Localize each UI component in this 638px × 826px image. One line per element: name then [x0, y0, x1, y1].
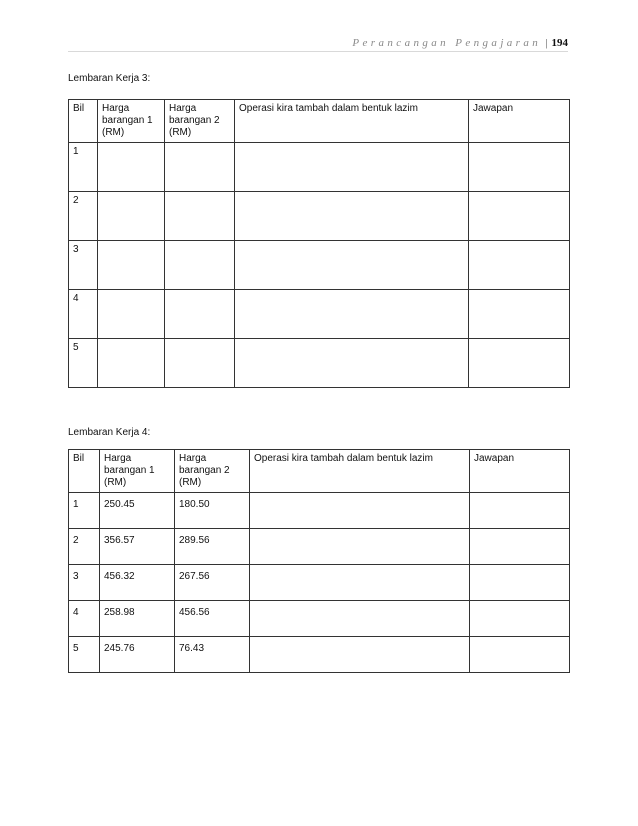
- cell-price1: 456.32: [100, 565, 175, 601]
- table-row: [69, 339, 570, 388]
- cell-answer[interactable]: [469, 339, 570, 388]
- cell-price2[interactable]: [165, 143, 235, 192]
- cell-answer[interactable]: [469, 143, 570, 192]
- cell-price1: 356.57: [100, 529, 175, 565]
- cell-answer[interactable]: [470, 637, 570, 673]
- cell-answer[interactable]: [469, 290, 570, 339]
- cell-bil: 5: [69, 339, 98, 388]
- table-row: [69, 143, 570, 192]
- cell-operation[interactable]: [235, 241, 469, 290]
- document-title: Perancangan Pengajaran: [352, 37, 542, 49]
- cell-price2[interactable]: [165, 192, 235, 241]
- cell-answer[interactable]: [470, 601, 570, 637]
- cell-bil: 2: [69, 529, 100, 565]
- cell-operation[interactable]: [250, 493, 470, 529]
- page-header: [68, 36, 568, 50]
- cell-bil: 3: [69, 565, 100, 601]
- cell-price2: 180.50: [175, 493, 250, 529]
- cell-price1: 250.45: [100, 493, 175, 529]
- table-row: [69, 192, 570, 241]
- column-header-bil: Bil: [69, 100, 98, 143]
- cell-bil: 5: [69, 637, 100, 673]
- header-separator: |: [545, 37, 548, 49]
- cell-operation[interactable]: [235, 192, 469, 241]
- table-row: [69, 565, 570, 601]
- column-header-bil: Bil: [69, 450, 100, 493]
- cell-price2[interactable]: [165, 290, 235, 339]
- cell-answer[interactable]: [470, 529, 570, 565]
- column-header-price1: Harga barangan 1 (RM): [98, 100, 165, 143]
- cell-bil: 4: [69, 290, 98, 339]
- worksheet3-table: [68, 99, 570, 388]
- cell-price2: 456.56: [175, 601, 250, 637]
- table-row: [69, 241, 570, 290]
- cell-answer[interactable]: [470, 493, 570, 529]
- column-header-price2: Harga barangan 2 (RM): [175, 450, 250, 493]
- cell-operation[interactable]: [235, 339, 469, 388]
- worksheet4-label: Lembaran Kerja 4:: [68, 427, 151, 438]
- table-header-row: [69, 100, 570, 143]
- table-row: [69, 637, 570, 673]
- cell-bil: 2: [69, 192, 98, 241]
- cell-price1[interactable]: [98, 241, 165, 290]
- cell-answer[interactable]: [469, 241, 570, 290]
- table-row: [69, 290, 570, 339]
- cell-operation[interactable]: [235, 143, 469, 192]
- worksheet3-label: Lembaran Kerja 3:: [68, 73, 151, 84]
- cell-operation[interactable]: [250, 637, 470, 673]
- cell-price2[interactable]: [165, 241, 235, 290]
- column-header-answer: Jawapan: [470, 450, 570, 493]
- column-header-price1: Harga barangan 1 (RM): [100, 450, 175, 493]
- column-header-operation: Operasi kira tambah dalam bentuk lazim: [235, 100, 469, 143]
- table-row: [69, 529, 570, 565]
- cell-bil: 1: [69, 143, 98, 192]
- cell-answer[interactable]: [470, 565, 570, 601]
- cell-price1: 258.98: [100, 601, 175, 637]
- cell-price2: 76.43: [175, 637, 250, 673]
- worksheet4-table: [68, 449, 570, 673]
- cell-bil: 3: [69, 241, 98, 290]
- cell-operation[interactable]: [250, 565, 470, 601]
- cell-price1[interactable]: [98, 339, 165, 388]
- column-header-answer: Jawapan: [469, 100, 570, 143]
- cell-operation[interactable]: [235, 290, 469, 339]
- cell-operation[interactable]: [250, 529, 470, 565]
- cell-price1: 245.76: [100, 637, 175, 673]
- column-header-operation: Operasi kira tambah dalam bentuk lazim: [250, 450, 470, 493]
- table-header-row: [69, 450, 570, 493]
- cell-operation[interactable]: [250, 601, 470, 637]
- cell-price2: 289.56: [175, 529, 250, 565]
- cell-price2: 267.56: [175, 565, 250, 601]
- cell-bil: 1: [69, 493, 100, 529]
- cell-price1[interactable]: [98, 290, 165, 339]
- table-row: [69, 601, 570, 637]
- cell-price2[interactable]: [165, 339, 235, 388]
- column-header-price2: Harga barangan 2 (RM): [165, 100, 235, 143]
- cell-price1[interactable]: [98, 143, 165, 192]
- table-row: [69, 493, 570, 529]
- header-divider: [68, 51, 568, 52]
- page-number: 194: [551, 37, 568, 49]
- cell-bil: 4: [69, 601, 100, 637]
- cell-answer[interactable]: [469, 192, 570, 241]
- cell-price1[interactable]: [98, 192, 165, 241]
